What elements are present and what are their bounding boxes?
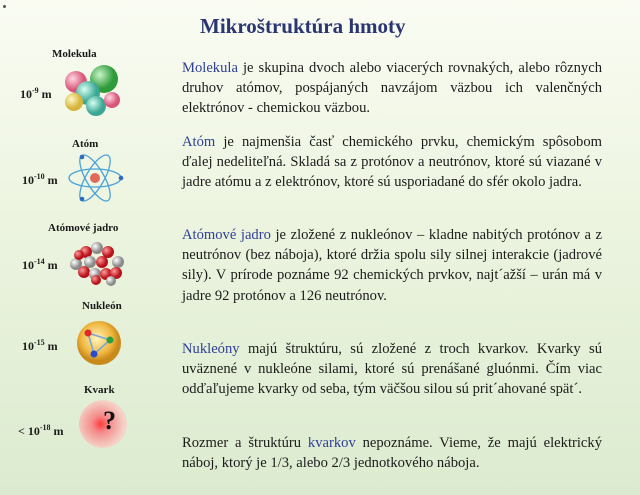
text-jadro: je zložené z nukleónov – kladne nabitých protónov a z neutrónov (bez náboja), ktoré držia spolu sily silnej interakcie (jadrové sily). V prírode poznáme 92 chemických prvkov, najt´ažší – urán má v jadre 92 protónov a 126 neutrónov.: [182, 227, 602, 304]
scale-unit: m: [41, 87, 52, 101]
paragraph-nukleony: [182, 339, 602, 400]
scale-exp-molekula: [20, 86, 52, 102]
keyword-molekula: Molekula: [182, 60, 238, 76]
molecule-image: [60, 62, 122, 120]
quark-question-mark: ?: [103, 406, 116, 435]
nucleon-image: [70, 318, 128, 368]
scale-exp-nukleon: [22, 338, 58, 354]
scale-label-molekula: Molekula: [52, 48, 97, 60]
scale-label-atom: Atóm: [72, 138, 99, 150]
scale-exponent: -9: [32, 86, 39, 95]
nucleus-image: [66, 238, 128, 286]
scale-unit: m: [53, 424, 64, 438]
scale-label-nukleon: Nukleón: [82, 300, 122, 312]
scale-exp-atom: [22, 172, 58, 188]
scale-exponent: -10: [34, 172, 45, 181]
scale-exp-kvark: [18, 423, 64, 439]
scale-exponent: -15: [34, 338, 45, 347]
scale-unit: m: [47, 339, 58, 353]
scale-base: 10: [20, 87, 32, 101]
paragraph-molekula: [182, 58, 602, 119]
scale-unit: m: [47, 173, 58, 187]
scale-exponent: -14: [34, 257, 45, 266]
paragraph-jadro: [182, 225, 602, 306]
keyword-jadro: Atómové jadro: [182, 227, 271, 243]
text-rozmer-pre: Rozmer a štruktúru: [182, 435, 308, 451]
corner-dot: [3, 5, 6, 8]
scale-label-kvark: Kvark: [84, 384, 115, 396]
scale-base: 10: [22, 258, 34, 272]
scale-exp-jadro: [22, 257, 58, 273]
text-rozmer: nepoznáme. Vieme, že majú elektrický náboj, ktorý je 1/3, alebo 2/3 jednotkového náboja.: [182, 435, 602, 472]
scale-base: 10: [22, 173, 34, 187]
text-nukleony: majú štruktúru, sú zložené z troch kvarkov. Kvarky sú uväznené v nukleóne silami, ktoré sú prenášané gluónmi. Čím viac odďaľujeme kvarky od seba, tým väčšou silou sú prit´ahované spät´.: [182, 341, 602, 398]
keyword-nukleony: Nukleóny: [182, 341, 240, 357]
scale-unit: m: [47, 258, 58, 272]
scale-label-jadro: Atómové jadro: [48, 222, 119, 234]
scale-base: 10: [22, 339, 34, 353]
text-molekula: je skupina dvoch alebo viacerých rovnakých, alebo rôznych druhov atómov, pospájaných navzájom väzbou ich valenčných elektrónov - chemickou väzbou.: [182, 60, 602, 117]
text-atom: je najmenšia časť chemického prvku, chemickým spôsobom ďalej nedeliteľná. Skladá sa z protónov a neutrónov, ktoré sú viazané v jadre atómu a z elektrónov, ktoré sú usporiadané do sfér okolo jadra.: [182, 134, 602, 191]
scale-base: 10: [27, 424, 40, 438]
paragraph-rozmer: [182, 433, 602, 473]
scale-exponent: -18: [39, 423, 51, 432]
page-title: Mikroštruktúra hmoty: [200, 14, 406, 38]
atom-image: [66, 150, 124, 206]
keyword-kvarkov: kvarkov: [307, 435, 356, 451]
scale-prefix: <: [18, 424, 28, 438]
paragraph-atom: [182, 132, 602, 193]
keyword-atom: Atóm: [182, 134, 216, 150]
